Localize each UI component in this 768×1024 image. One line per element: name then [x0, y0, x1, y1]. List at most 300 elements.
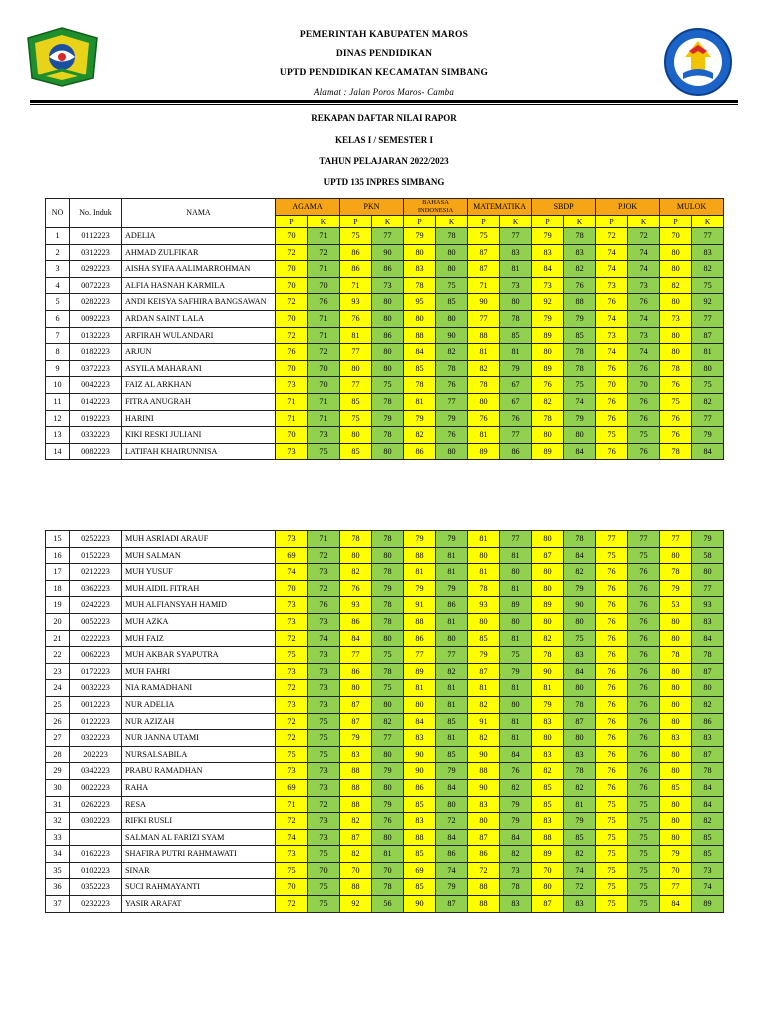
score-p: 80 — [660, 344, 692, 361]
student-name: HARINI — [122, 410, 276, 427]
score-p: 95 — [404, 294, 436, 311]
score-p: 77 — [468, 310, 500, 327]
student-name: NIA RAMADHANI — [122, 680, 276, 697]
score-k: 74 — [628, 244, 660, 261]
score-p: 72 — [276, 294, 308, 311]
score-p: 86 — [340, 613, 372, 630]
score-p: 81 — [532, 680, 564, 697]
student-name: MUH FAHRI — [122, 663, 276, 680]
score-p: 89 — [468, 443, 500, 460]
score-p: 80 — [532, 564, 564, 581]
student-name: ASYILA MAHARANI — [122, 360, 276, 377]
table-row — [46, 663, 724, 680]
header-k: K — [564, 216, 596, 228]
score-k: 73 — [372, 277, 404, 294]
score-p: 87 — [340, 713, 372, 730]
table-row — [46, 647, 724, 664]
score-p: 77 — [340, 647, 372, 664]
score-p: 82 — [468, 696, 500, 713]
score-p: 75 — [596, 547, 628, 564]
score-p: 88 — [468, 896, 500, 913]
score-k: 56 — [372, 896, 404, 913]
score-p: 80 — [660, 763, 692, 780]
score-k: 77 — [628, 531, 660, 548]
score-k: 84 — [564, 663, 596, 680]
table-row — [46, 564, 724, 581]
student-id: 0052223 — [70, 613, 122, 630]
score-p: 89 — [532, 846, 564, 863]
student-name: ARJUN — [122, 344, 276, 361]
score-p: 80 — [660, 713, 692, 730]
score-k: 82 — [372, 713, 404, 730]
score-p: 80 — [660, 813, 692, 830]
score-p: 85 — [340, 393, 372, 410]
score-k: 80 — [692, 680, 724, 697]
address: Alamat : Jalan Poros Maros- Camba — [313, 87, 455, 97]
score-p: 88 — [404, 829, 436, 846]
score-p: 79 — [340, 730, 372, 747]
table-row — [46, 696, 724, 713]
score-p: 85 — [532, 779, 564, 796]
score-p: 80 — [660, 244, 692, 261]
score-k: 74 — [308, 630, 340, 647]
score-k: 84 — [500, 746, 532, 763]
score-p: 73 — [660, 310, 692, 327]
score-p: 70 — [276, 879, 308, 896]
score-k: 80 — [436, 310, 468, 327]
score-p: 70 — [596, 377, 628, 394]
score-k: 82 — [692, 261, 724, 278]
table-row — [46, 846, 724, 863]
score-k: 72 — [308, 796, 340, 813]
row-number: 28 — [46, 746, 70, 763]
score-p: 80 — [404, 696, 436, 713]
row-number: 15 — [46, 531, 70, 548]
score-p: 81 — [404, 680, 436, 697]
score-k: 79 — [564, 410, 596, 427]
score-p: 77 — [404, 647, 436, 664]
student-name: SHAFIRA PUTRI RAHMAWATI — [122, 846, 276, 863]
table-row — [46, 796, 724, 813]
score-p: 93 — [340, 597, 372, 614]
score-k: 84 — [500, 829, 532, 846]
score-p: 75 — [596, 813, 628, 830]
score-k: 85 — [692, 846, 724, 863]
student-id: 0112223 — [70, 228, 122, 245]
score-p: 75 — [276, 746, 308, 763]
score-p: 76 — [340, 310, 372, 327]
score-p: 86 — [340, 244, 372, 261]
header-k: K — [308, 216, 340, 228]
table-row — [46, 547, 724, 564]
score-p: 82 — [468, 360, 500, 377]
score-p: 72 — [276, 813, 308, 830]
score-p: 84 — [404, 713, 436, 730]
score-k: 76 — [308, 294, 340, 311]
table-body-part-1 — [46, 228, 724, 460]
score-p: 86 — [404, 779, 436, 796]
header-rule-thick — [30, 100, 738, 103]
student-id: 0182223 — [70, 344, 122, 361]
score-p: 70 — [276, 277, 308, 294]
score-p: 72 — [276, 630, 308, 647]
score-k: 71 — [308, 310, 340, 327]
score-k: 74 — [628, 261, 660, 278]
score-p: 80 — [532, 427, 564, 444]
score-k: 81 — [564, 796, 596, 813]
score-k: 81 — [500, 344, 532, 361]
score-k: 75 — [308, 896, 340, 913]
table-row — [46, 597, 724, 614]
score-p: 80 — [468, 393, 500, 410]
uptd-name: UPTD PENDIDIKAN KECAMATAN SIMBANG — [279, 68, 489, 78]
score-k: 79 — [564, 813, 596, 830]
score-p: 80 — [340, 547, 372, 564]
score-p: 80 — [468, 547, 500, 564]
score-k: 75 — [692, 277, 724, 294]
row-number: 26 — [46, 713, 70, 730]
student-name: PRABU RAMADHAN — [122, 763, 276, 780]
score-p: 79 — [660, 580, 692, 597]
score-k: 77 — [436, 393, 468, 410]
score-k: 78 — [500, 310, 532, 327]
header-p: P — [660, 216, 692, 228]
score-p: 81 — [468, 564, 500, 581]
student-id: 0222223 — [70, 630, 122, 647]
score-p: 70 — [660, 862, 692, 879]
score-p: 85 — [404, 796, 436, 813]
student-name: ADELIA — [122, 228, 276, 245]
score-k: 70 — [308, 277, 340, 294]
student-id: 0342223 — [70, 763, 122, 780]
score-p: 82 — [660, 277, 692, 294]
score-k: 76 — [628, 294, 660, 311]
score-k: 81 — [500, 261, 532, 278]
student-id: 0322223 — [70, 730, 122, 747]
score-p: 78 — [532, 647, 564, 664]
student-name: NURSALSABILA — [122, 746, 276, 763]
score-p: 90 — [468, 294, 500, 311]
score-p: 80 — [404, 310, 436, 327]
score-k: 80 — [692, 360, 724, 377]
academic-year: TAHUN PELAJARAN 2022/2023 — [319, 156, 449, 166]
score-k: 82 — [500, 846, 532, 863]
score-p: 83 — [404, 261, 436, 278]
table-row — [46, 680, 724, 697]
header-rule-thin — [30, 104, 738, 105]
score-p: 71 — [276, 410, 308, 427]
score-k: 75 — [308, 713, 340, 730]
score-k: 75 — [628, 879, 660, 896]
row-number: 27 — [46, 730, 70, 747]
score-k: 81 — [436, 696, 468, 713]
score-p: 90 — [404, 746, 436, 763]
score-p: 75 — [596, 896, 628, 913]
score-p: 80 — [340, 360, 372, 377]
student-name: ALFIA HASNAH KARMILA — [122, 277, 276, 294]
student-id: 0172223 — [70, 663, 122, 680]
score-p: 78 — [468, 580, 500, 597]
score-p: 79 — [404, 228, 436, 245]
score-k: 76 — [628, 597, 660, 614]
score-p: 77 — [596, 531, 628, 548]
score-p: 80 — [340, 680, 372, 697]
score-p: 82 — [468, 730, 500, 747]
score-p: 87 — [532, 896, 564, 913]
table-row — [46, 277, 724, 294]
student-name: RESA — [122, 796, 276, 813]
score-p: 76 — [596, 580, 628, 597]
score-p: 80 — [660, 613, 692, 630]
score-p: 90 — [468, 779, 500, 796]
row-number: 19 — [46, 597, 70, 614]
score-k: 84 — [564, 547, 596, 564]
score-p: 88 — [468, 879, 500, 896]
score-p: 73 — [276, 597, 308, 614]
score-k: 85 — [436, 294, 468, 311]
score-p: 80 — [468, 813, 500, 830]
row-number: 3 — [46, 261, 70, 278]
score-p: 73 — [276, 443, 308, 460]
score-k: 80 — [500, 564, 532, 581]
score-k: 73 — [308, 613, 340, 630]
score-k: 74 — [628, 310, 660, 327]
score-k: 89 — [692, 896, 724, 913]
score-p: 80 — [660, 663, 692, 680]
score-p: 71 — [276, 393, 308, 410]
student-name: RIFKI RUSLI — [122, 813, 276, 830]
score-k: 78 — [436, 360, 468, 377]
student-id: 0332223 — [70, 427, 122, 444]
score-k: 83 — [692, 244, 724, 261]
score-p: 77 — [340, 344, 372, 361]
student-id: 0132223 — [70, 327, 122, 344]
score-p: 92 — [340, 896, 372, 913]
score-k: 75 — [372, 647, 404, 664]
score-p: 86 — [340, 261, 372, 278]
score-p: 85 — [340, 443, 372, 460]
table-row — [46, 829, 724, 846]
score-p: 80 — [532, 344, 564, 361]
score-k: 72 — [308, 244, 340, 261]
student-id: 0362223 — [70, 580, 122, 597]
score-p: 83 — [404, 813, 436, 830]
score-p: 80 — [660, 696, 692, 713]
score-k: 79 — [500, 663, 532, 680]
score-p: 73 — [276, 696, 308, 713]
header-k: K — [372, 216, 404, 228]
row-number: 20 — [46, 613, 70, 630]
score-k: 78 — [500, 879, 532, 896]
score-k: 75 — [564, 377, 596, 394]
table-row — [46, 613, 724, 630]
header-p: P — [276, 216, 308, 228]
score-p: 74 — [596, 344, 628, 361]
score-k: 85 — [500, 327, 532, 344]
score-k: 90 — [564, 597, 596, 614]
score-p: 80 — [660, 746, 692, 763]
score-p: 76 — [596, 597, 628, 614]
score-k: 78 — [372, 597, 404, 614]
score-k: 75 — [628, 896, 660, 913]
table-row — [46, 393, 724, 410]
score-p: 83 — [532, 746, 564, 763]
score-k: 73 — [500, 862, 532, 879]
table-row — [46, 228, 724, 245]
score-k: 78 — [692, 763, 724, 780]
score-p: 76 — [596, 763, 628, 780]
score-p: 82 — [532, 393, 564, 410]
score-p: 83 — [532, 813, 564, 830]
score-k: 76 — [628, 779, 660, 796]
row-number: 14 — [46, 443, 70, 460]
score-p: 76 — [596, 779, 628, 796]
score-k: 79 — [372, 796, 404, 813]
score-k: 87 — [564, 713, 596, 730]
score-p: 85 — [404, 360, 436, 377]
score-k: 80 — [564, 427, 596, 444]
score-k: 73 — [308, 829, 340, 846]
student-name: ARDAN SAINT LALA — [122, 310, 276, 327]
student-name: NUR ADELIA — [122, 696, 276, 713]
student-id: 0092223 — [70, 310, 122, 327]
table-row — [46, 630, 724, 647]
student-name: SUCI RAHMAYANTI — [122, 879, 276, 896]
student-id: 0252223 — [70, 531, 122, 548]
score-p: 75 — [660, 393, 692, 410]
header-bahasa-indonesia: BAHASA INDONESIA — [404, 199, 468, 216]
score-k: 72 — [628, 228, 660, 245]
score-k: 81 — [436, 547, 468, 564]
score-k: 85 — [564, 829, 596, 846]
score-p: 76 — [596, 696, 628, 713]
table-row — [46, 531, 724, 548]
score-p: 86 — [340, 663, 372, 680]
score-p: 76 — [468, 410, 500, 427]
score-p: 80 — [532, 531, 564, 548]
score-k: 84 — [564, 443, 596, 460]
score-p: 53 — [660, 597, 692, 614]
score-k: 78 — [564, 344, 596, 361]
score-k: 72 — [308, 580, 340, 597]
score-p: 76 — [596, 294, 628, 311]
score-k: 75 — [308, 443, 340, 460]
score-p: 74 — [596, 261, 628, 278]
score-k: 85 — [692, 829, 724, 846]
header-pjok: PJOK — [596, 199, 660, 216]
score-p: 88 — [340, 763, 372, 780]
student-name: MUH ASRIADI ARAUF — [122, 531, 276, 548]
score-k: 80 — [372, 630, 404, 647]
score-k: 73 — [308, 763, 340, 780]
student-id: 0262223 — [70, 796, 122, 813]
score-k: 80 — [372, 746, 404, 763]
score-p: 89 — [532, 443, 564, 460]
score-k: 79 — [372, 763, 404, 780]
score-p: 75 — [468, 228, 500, 245]
score-k: 84 — [692, 796, 724, 813]
score-k: 88 — [564, 294, 596, 311]
student-id: 0352223 — [70, 879, 122, 896]
student-id: 0292223 — [70, 261, 122, 278]
score-k: 83 — [564, 244, 596, 261]
score-p: 75 — [596, 427, 628, 444]
score-k: 81 — [436, 680, 468, 697]
score-p: 89 — [404, 663, 436, 680]
score-k: 79 — [372, 580, 404, 597]
score-p: 78 — [468, 377, 500, 394]
score-k: 75 — [308, 846, 340, 863]
student-name: AHMAD ZULFIKAR — [122, 244, 276, 261]
row-number: 36 — [46, 879, 70, 896]
score-p: 75 — [596, 846, 628, 863]
score-k: 71 — [308, 261, 340, 278]
score-k: 80 — [372, 829, 404, 846]
row-number: 22 — [46, 647, 70, 664]
student-name: NUR JANNA UTAMI — [122, 730, 276, 747]
score-k: 76 — [628, 443, 660, 460]
score-k: 76 — [628, 663, 660, 680]
student-name: FITRA ANUGRAH — [122, 393, 276, 410]
score-p: 76 — [596, 680, 628, 697]
score-p: 90 — [468, 746, 500, 763]
table-body-part-2 — [46, 531, 724, 913]
score-p: 83 — [532, 713, 564, 730]
score-k: 73 — [308, 779, 340, 796]
score-p: 76 — [340, 580, 372, 597]
score-k: 67 — [500, 377, 532, 394]
row-number: 12 — [46, 410, 70, 427]
score-k: 73 — [308, 680, 340, 697]
row-number: 29 — [46, 763, 70, 780]
score-k: 78 — [372, 393, 404, 410]
score-k: 83 — [500, 896, 532, 913]
header-induk: No. Induk — [70, 199, 122, 228]
row-number: 5 — [46, 294, 70, 311]
student-id: 0192223 — [70, 410, 122, 427]
score-k: 86 — [372, 327, 404, 344]
grades-table-part-1 — [45, 198, 724, 460]
score-k: 71 — [308, 410, 340, 427]
score-k: 70 — [308, 360, 340, 377]
student-name: MUH SALMAN — [122, 547, 276, 564]
score-p: 82 — [532, 630, 564, 647]
score-p: 80 — [468, 613, 500, 630]
score-k: 71 — [308, 327, 340, 344]
score-k: 89 — [500, 597, 532, 614]
score-k: 87 — [692, 746, 724, 763]
score-p: 80 — [340, 427, 372, 444]
score-k: 74 — [628, 344, 660, 361]
score-p: 75 — [340, 410, 372, 427]
student-id: 0242223 — [70, 597, 122, 614]
score-k: 93 — [692, 597, 724, 614]
score-k: 78 — [372, 427, 404, 444]
score-k: 80 — [500, 294, 532, 311]
table-row — [46, 294, 724, 311]
score-p: 93 — [468, 597, 500, 614]
student-name: MUH AZKA — [122, 613, 276, 630]
table-row — [46, 261, 724, 278]
score-k: 81 — [436, 564, 468, 581]
score-p: 72 — [596, 228, 628, 245]
score-k: 71 — [308, 393, 340, 410]
score-k: 74 — [564, 862, 596, 879]
score-k: 73 — [628, 277, 660, 294]
score-k: 81 — [500, 730, 532, 747]
score-k: 86 — [436, 597, 468, 614]
score-p: 84 — [404, 344, 436, 361]
